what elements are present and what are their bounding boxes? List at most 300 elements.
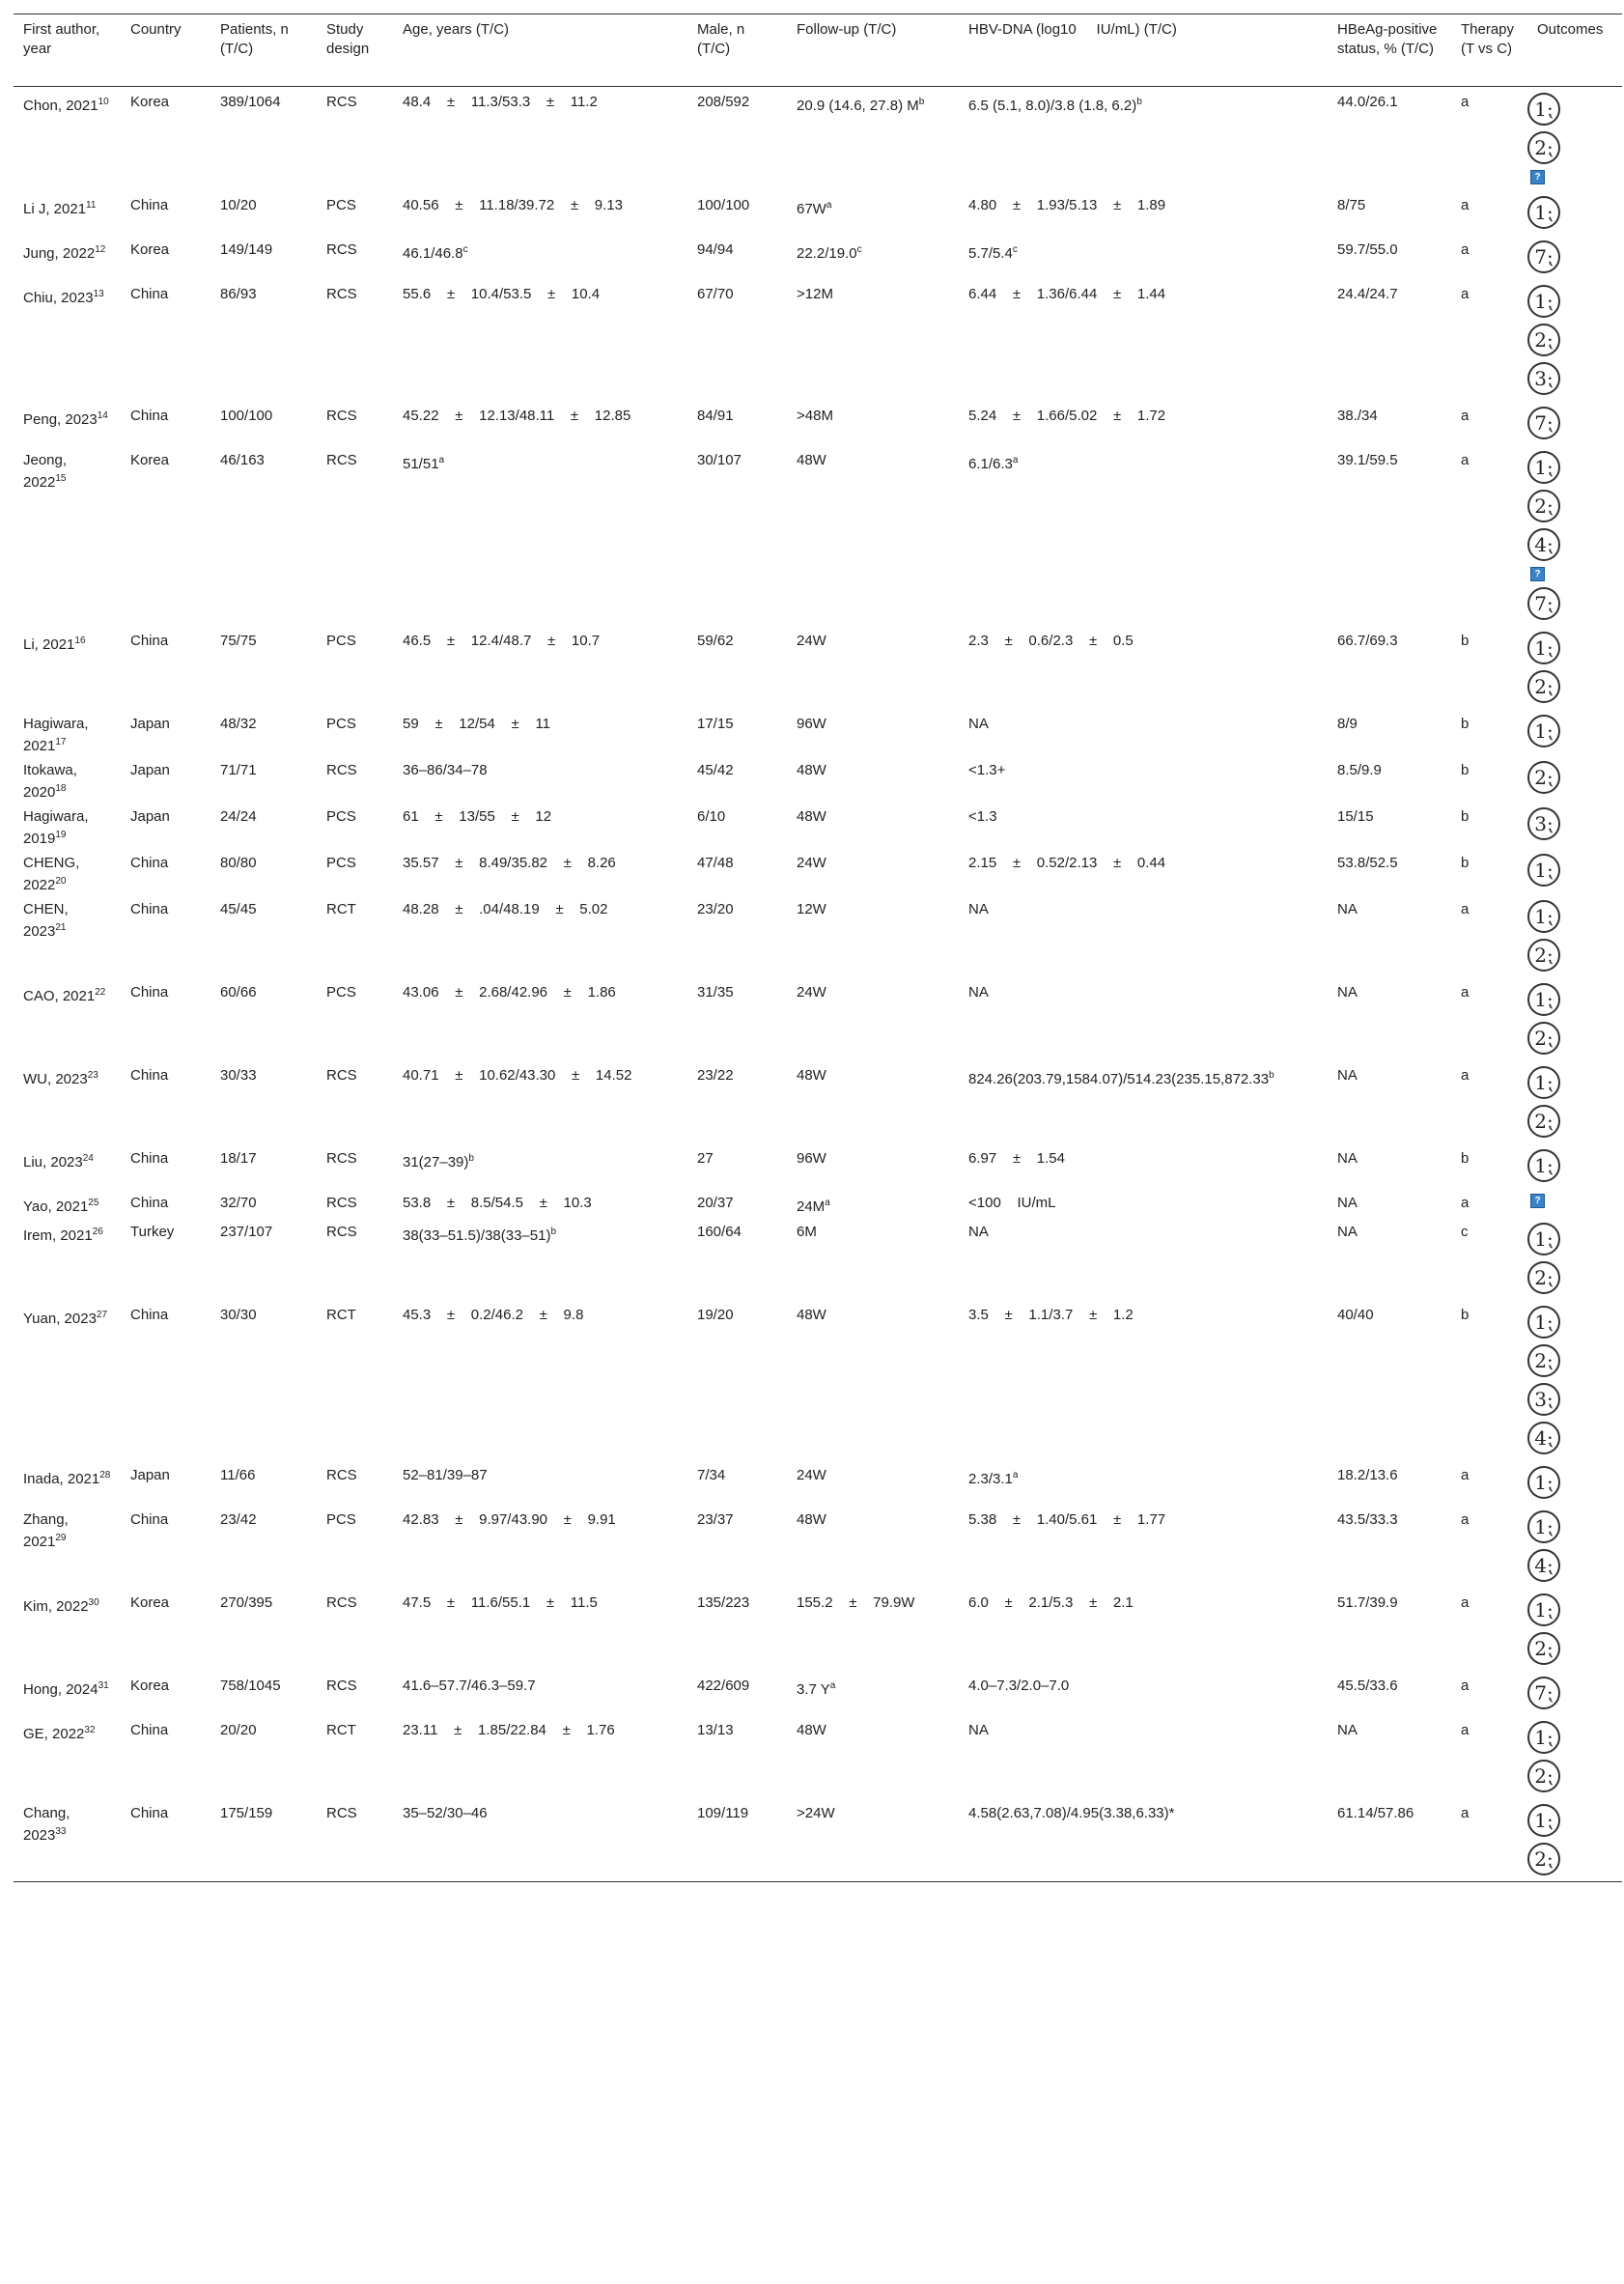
missing-image-icon: ? (1530, 1194, 1545, 1208)
cell-patients: 86/93 (220, 286, 257, 302)
cell-author (14, 87, 121, 191)
table-row (14, 1060, 1622, 1143)
cell-hbv-dna (959, 977, 1328, 1060)
cell-hbv-dna (959, 235, 1328, 279)
table-row (14, 87, 1622, 191)
outcome-1-icon: 1⁏ (1527, 1466, 1560, 1499)
followup-text: 24W (797, 633, 826, 649)
cell-country: China (130, 1067, 169, 1084)
cell-outcomes (1527, 1300, 1622, 1460)
cell-patients: 80/80 (220, 855, 257, 871)
cell-patients: 758/1045 (220, 1678, 281, 1694)
cell-hbeag: NA (1337, 1150, 1358, 1167)
footnote-marker: c (856, 244, 862, 255)
reference-number: 15 (55, 473, 67, 484)
cell-patients: 30/30 (220, 1307, 257, 1323)
cell-male: 20/37 (697, 1195, 734, 1211)
table-row (14, 1188, 1622, 1217)
col-header-male: Male, n (T/C) (687, 14, 787, 87)
age-text: 38(33–51.5)/38(33–51) (403, 1227, 551, 1244)
cell-followup (787, 279, 959, 401)
author-text: CHENG, 2022 (23, 855, 80, 893)
age-text: 36–86/34–78 (403, 762, 488, 778)
missing-image-icon: ? (1530, 170, 1545, 184)
hbv-dna-text: 2.3/3.1 (968, 1471, 1013, 1487)
table-row (14, 755, 1622, 802)
cell-age (393, 235, 687, 279)
reference-number: 18 (55, 783, 67, 794)
cell-patients: 149/149 (220, 241, 273, 258)
outcome-2-icon: 2⁏ (1527, 1105, 1560, 1138)
cell-hbv-dna (959, 709, 1328, 755)
cell-followup (787, 626, 959, 709)
outcome-1-icon: 1⁏ (1527, 1223, 1560, 1255)
author-text: Zhang, 2021 (23, 1511, 69, 1550)
footnote-marker: b (1269, 1070, 1274, 1081)
cell-country: China (130, 286, 169, 302)
cell-male: 13/13 (697, 1722, 734, 1738)
cell-followup (787, 1798, 959, 1882)
cell-country: Korea (130, 1678, 170, 1694)
table-row (14, 709, 1622, 755)
cell-outcomes (1527, 190, 1622, 235)
cell-author (14, 977, 121, 1060)
author-text: Chiu, 2023 (23, 290, 94, 306)
outcome-2-icon: 2⁏ (1527, 1760, 1560, 1792)
hbv-dna-text: 2.15 ± 0.52/2.13 ± 0.44 (968, 855, 1166, 871)
cell-author (14, 1188, 121, 1217)
cell-country: Korea (130, 452, 170, 468)
cell-country: China (130, 197, 169, 213)
cell-patients: 71/71 (220, 762, 257, 778)
followup-text: 22.2/19.0 (797, 245, 857, 262)
cell-design: RCS (326, 94, 357, 110)
followup-text: >12M (797, 286, 833, 302)
followup-text: 67W (797, 201, 826, 217)
author-text: Inada, 2021 (23, 1471, 100, 1487)
cell-design: RCS (326, 1594, 357, 1611)
cell-male: 67/70 (697, 286, 734, 302)
cell-hbv-dna (959, 1143, 1328, 1188)
outcome-7-icon: 7⁏ (1527, 1677, 1560, 1709)
cell-therapy: b (1461, 855, 1470, 871)
table-row (14, 1300, 1622, 1460)
cell-outcomes (1527, 445, 1622, 626)
cell-followup (787, 1143, 959, 1188)
cell-patients: 75/75 (220, 633, 257, 649)
reference-number: 31 (98, 1680, 109, 1691)
cell-author (14, 1143, 121, 1188)
cell-hbv-dna (959, 802, 1328, 848)
cell-country: China (130, 901, 169, 917)
followup-text: 96W (797, 1150, 826, 1167)
outcome-4-icon: 4⁏ (1527, 528, 1560, 561)
col-header-therapy: Therapy (T vs C) (1451, 14, 1527, 87)
cell-hbv-dna (959, 1505, 1328, 1588)
hbv-dna-text: 6.97 ± 1.54 (968, 1150, 1065, 1167)
cell-hbeag: 40/40 (1337, 1307, 1374, 1323)
author-text: Itokawa, 2020 (23, 762, 77, 801)
followup-text: 24W (797, 1467, 826, 1483)
hbv-dna-text: 6.5 (5.1, 8.0)/3.8 (1.8, 6.2) (968, 98, 1137, 114)
age-text: 40.71 ± 10.62/43.30 ± 14.52 (403, 1067, 632, 1084)
cell-hbv-dna (959, 1588, 1328, 1671)
age-text: 61 ± 13/55 ± 12 (403, 808, 552, 825)
cell-followup (787, 709, 959, 755)
outcome-2-icon: 2⁏ (1527, 324, 1560, 356)
cell-male: 19/20 (697, 1307, 734, 1323)
cell-hbv-dna (959, 190, 1328, 235)
outcome-1-icon: 1⁏ (1527, 1721, 1560, 1754)
col-header-country: Country (121, 14, 210, 87)
cell-author (14, 709, 121, 755)
followup-text: 155.2 ± 79.9W (797, 1594, 915, 1611)
cell-outcomes (1527, 401, 1622, 445)
cell-male: 422/609 (697, 1678, 750, 1694)
reference-number: 32 (84, 1725, 96, 1735)
cell-male: 23/20 (697, 901, 734, 917)
age-text: 43.06 ± 2.68/42.96 ± 1.86 (403, 984, 616, 1001)
cell-country: Japan (130, 808, 170, 825)
cell-patients: 20/20 (220, 1722, 257, 1738)
cell-author (14, 626, 121, 709)
missing-image-icon: ? (1530, 567, 1545, 581)
col-header-age: Age, years (T/C) (393, 14, 687, 87)
outcome-7-icon: 7⁏ (1527, 587, 1560, 620)
age-text: 35.57 ± 8.49/35.82 ± 8.26 (403, 855, 616, 871)
cell-therapy: a (1461, 197, 1470, 213)
cell-therapy: a (1461, 1067, 1470, 1084)
cell-country: China (130, 408, 169, 424)
footnote-marker: a (826, 200, 832, 211)
cell-patients: 18/17 (220, 1150, 257, 1167)
outcome-3-icon: 3⁏ (1527, 807, 1560, 840)
cell-male: 23/22 (697, 1067, 734, 1084)
outcome-1-icon: 1⁏ (1527, 451, 1560, 484)
cell-outcomes (1527, 279, 1622, 401)
cell-hbeag: 66.7/69.3 (1337, 633, 1398, 649)
outcome-1-icon: 1⁏ (1527, 93, 1560, 126)
cell-followup (787, 190, 959, 235)
cell-author (14, 1588, 121, 1671)
author-text: Hong, 2024 (23, 1681, 98, 1698)
cell-therapy: a (1461, 1594, 1470, 1611)
cell-design: RCS (326, 1467, 357, 1483)
cell-outcomes (1527, 1188, 1622, 1217)
outcome-1-icon: 1⁏ (1527, 715, 1560, 747)
outcome-1-icon: 1⁏ (1527, 983, 1560, 1016)
cell-age (393, 1300, 687, 1460)
cell-male: 23/37 (697, 1511, 734, 1528)
cell-outcomes (1527, 977, 1622, 1060)
followup-text: 48W (797, 452, 826, 468)
cell-design: PCS (326, 984, 356, 1001)
followup-text: >24W (797, 1805, 835, 1821)
author-text: Kim, 2022 (23, 1598, 89, 1615)
cell-male: 100/100 (697, 197, 750, 213)
cell-outcomes (1527, 1460, 1622, 1505)
cell-hbv-dna (959, 755, 1328, 802)
cell-outcomes (1527, 755, 1622, 802)
cell-followup (787, 1671, 959, 1715)
outcome-4-icon: 4⁏ (1527, 1549, 1560, 1582)
cell-author (14, 755, 121, 802)
footnote-marker: b (468, 1153, 474, 1164)
followup-text: 48W (797, 1307, 826, 1323)
outcome-2-icon: 2⁏ (1527, 761, 1560, 794)
author-text: Liu, 2023 (23, 1154, 83, 1170)
cell-hbeag: 61.14/57.86 (1328, 1798, 1451, 1882)
cell-male: 94/94 (697, 241, 734, 258)
footnote-marker: a (829, 1680, 836, 1691)
reference-number: 19 (55, 830, 67, 840)
table-row (14, 1505, 1622, 1588)
age-text: 31(27–39) (403, 1154, 469, 1170)
cell-hbv-dna (959, 1217, 1328, 1300)
cell-hbv-dna (959, 1715, 1328, 1798)
cell-country: China (130, 1722, 169, 1738)
cell-male: 7/34 (697, 1467, 726, 1483)
table-row (14, 445, 1622, 626)
cell-hbeag: 44.0/26.1 (1337, 94, 1398, 110)
cell-author (14, 802, 121, 848)
cell-followup (787, 87, 959, 191)
cell-followup (787, 755, 959, 802)
reference-number: 25 (88, 1198, 99, 1208)
cell-therapy: b (1461, 808, 1470, 825)
table-row (14, 894, 1622, 977)
followup-text: 48W (797, 1067, 826, 1084)
cell-therapy: a (1461, 1467, 1470, 1483)
reference-number: 21 (55, 922, 67, 933)
cell-country: Turkey (130, 1224, 175, 1240)
cell-hbeag: 51.7/39.9 (1337, 1594, 1398, 1611)
cell-design: RCS (326, 286, 357, 302)
hbv-dna-text: 5.24 ± 1.66/5.02 ± 1.72 (968, 408, 1166, 424)
cell-patients: 10/20 (220, 197, 257, 213)
table-body (14, 87, 1622, 1882)
reference-number: 23 (87, 1070, 98, 1081)
col-header-followup: Follow-up (T/C) (787, 14, 959, 87)
followup-text: 24W (797, 984, 826, 1001)
table-row (14, 1671, 1622, 1715)
cell-country: Japan (130, 716, 170, 732)
footnote-marker: a (438, 455, 445, 465)
cell-hbv-dna (959, 848, 1328, 894)
reference-number: 26 (92, 1227, 103, 1237)
cell-design: RCT (326, 1307, 356, 1323)
cell-author (14, 1460, 121, 1505)
cell-male: 30/107 (697, 452, 742, 468)
author-text: Hagiwara, 2021 (23, 716, 89, 754)
hbv-dna-text: 4.0–7.3/2.0–7.0 (968, 1678, 1070, 1694)
reference-number: 27 (96, 1310, 108, 1320)
author-text: Jeong, 2022 (23, 452, 68, 491)
cell-patients: 389/1064 (220, 94, 281, 110)
cell-followup (787, 848, 959, 894)
footnote-marker: b (918, 97, 925, 107)
outcome-2-icon: 2⁏ (1527, 1843, 1560, 1875)
cell-author (14, 1505, 121, 1588)
cell-outcomes (1527, 87, 1622, 191)
outcome-1-icon: 1⁏ (1527, 1510, 1560, 1543)
cell-patients: 11/66 (220, 1467, 256, 1483)
cell-hbeag: 59.7/55.0 (1337, 241, 1398, 258)
age-text: 40.56 ± 11.18/39.72 ± 9.13 (403, 197, 624, 213)
cell-patients: 24/24 (220, 808, 257, 825)
reference-number: 12 (95, 244, 106, 255)
followup-text: 6M (797, 1224, 817, 1240)
cell-country: Korea (130, 1594, 170, 1611)
cell-hbv-dna (959, 894, 1328, 977)
cell-age (393, 279, 687, 401)
cell-male: 109/119 (687, 1798, 787, 1882)
cell-patients: 48/32 (220, 716, 257, 732)
cell-author (14, 1715, 121, 1798)
cell-country: China (130, 1150, 169, 1167)
author-text: GE, 2022 (23, 1726, 85, 1742)
cell-outcomes (1527, 235, 1622, 279)
cell-patients: 237/107 (220, 1224, 273, 1240)
age-text: 46.5 ± 12.4/48.7 ± 10.7 (403, 633, 601, 649)
outcome-1-icon: 1⁏ (1527, 1593, 1560, 1626)
cell-design: RCS (326, 1224, 357, 1240)
author-text: Chon, 2021 (23, 98, 98, 114)
age-text: 48.4 ± 11.3/53.3 ± 11.2 (403, 94, 598, 110)
cell-hbv-dna (959, 401, 1328, 445)
cell-design: RCS (326, 241, 357, 258)
reference-number: 10 (98, 97, 109, 107)
age-text: 45.3 ± 0.2/46.2 ± 9.8 (403, 1307, 584, 1323)
cell-hbeag: NA (1337, 1195, 1358, 1211)
author-text: Li J, 2021 (23, 201, 87, 217)
cell-age (393, 1460, 687, 1505)
cell-author (14, 279, 121, 401)
cell-hbv-dna (959, 87, 1328, 191)
outcome-3-icon: 3⁏ (1527, 1383, 1560, 1416)
hbv-dna-text: 824.26(203.79,1584.07)/514.23(235.15,872.33 (968, 1071, 1270, 1087)
cell-followup (787, 1300, 959, 1460)
cell-followup (787, 1060, 959, 1143)
outcome-1-icon: 1⁏ (1527, 1066, 1560, 1099)
cell-followup (787, 1217, 959, 1300)
cell-therapy: b (1461, 762, 1470, 778)
cell-therapy: b (1461, 1150, 1470, 1167)
col-header-hbv-dna: HBV-DNA (log10 IU/mL) (T/C) (959, 14, 1328, 87)
outcome-1-icon: 1⁏ (1527, 900, 1560, 933)
hbv-dna-text: NA (968, 901, 989, 917)
outcome-1-icon: 1⁏ (1527, 196, 1560, 229)
table-row (14, 1460, 1622, 1505)
cell-hbeag: 8/9 (1337, 716, 1358, 732)
hbv-dna-text: NA (968, 1722, 989, 1738)
hbv-dna-text: NA (968, 984, 989, 1001)
hbv-dna-text: 3.5 ± 1.1/3.7 ± 1.2 (968, 1307, 1134, 1323)
cell-design: PCS (326, 716, 356, 732)
age-text: 51/51 (403, 456, 439, 472)
cell-outcomes (1527, 848, 1622, 894)
cell-country: China (121, 1798, 210, 1882)
cell-design: RCS (326, 408, 357, 424)
cell-therapy: b (1461, 716, 1470, 732)
cell-followup (787, 1505, 959, 1588)
cell-hbeag: 24.4/24.7 (1337, 286, 1398, 302)
cell-design: RCS (326, 1150, 357, 1167)
followup-text: 3.7 Y (797, 1681, 830, 1698)
cell-design: RCS (317, 1798, 393, 1882)
cell-author (14, 1671, 121, 1715)
cell-hbv-dna (959, 626, 1328, 709)
outcome-7-icon: 7⁏ (1527, 240, 1560, 273)
age-text: 45.22 ± 12.13/48.11 ± 12.85 (403, 408, 631, 424)
followup-text: 48W (797, 1511, 826, 1528)
followup-text: 48W (797, 808, 826, 825)
cell-design: PCS (326, 633, 356, 649)
author-text: Yuan, 2023 (23, 1311, 97, 1327)
table-row (14, 1143, 1622, 1188)
outcome-2-icon: 2⁏ (1527, 939, 1560, 972)
cell-male: 17/15 (697, 716, 734, 732)
cell-patients: 45/45 (220, 901, 257, 917)
cell-hbv-dna (959, 1060, 1328, 1143)
cell-age (393, 87, 687, 191)
cell-followup (787, 445, 959, 626)
cell-hbeag: NA (1337, 1067, 1358, 1084)
cell-followup (787, 1588, 959, 1671)
cell-male: 45/42 (697, 762, 734, 778)
col-header-hbeag: HBeAg-positive status, % (T/C) (1328, 14, 1451, 87)
cell-design: RCT (326, 901, 356, 917)
cell-age (393, 401, 687, 445)
cell-author (14, 1300, 121, 1460)
age-text: 59 ± 12/54 ± 11 (403, 716, 550, 732)
cell-age (393, 626, 687, 709)
cell-male: 59/62 (697, 633, 734, 649)
cell-outcomes (1527, 1715, 1622, 1798)
cell-therapy: a (1461, 286, 1470, 302)
cell-design: PCS (326, 855, 356, 871)
cell-therapy: a (1461, 1678, 1470, 1694)
cell-hbeag: NA (1337, 1224, 1358, 1240)
cell-author (14, 401, 121, 445)
reference-number: 11 (86, 200, 97, 211)
cell-hbeag: 15/15 (1337, 808, 1374, 825)
followup-text: 24W (797, 855, 826, 871)
cell-age (393, 1060, 687, 1143)
hbv-dna-text: NA (968, 1224, 989, 1240)
table-row (14, 401, 1622, 445)
age-text: 23.11 ± 1.85/22.84 ± 1.76 (403, 1722, 615, 1738)
cell-author (14, 235, 121, 279)
outcome-1-icon: 1⁏ (1527, 1804, 1560, 1837)
cell-hbv-dna (959, 445, 1328, 626)
cell-author (14, 894, 121, 977)
cell-design: RCS (326, 1195, 357, 1211)
age-text: 55.6 ± 10.4/53.5 ± 10.4 (403, 286, 601, 302)
cell-design: RCS (326, 1678, 357, 1694)
followup-text: 24M (797, 1198, 826, 1215)
cell-therapy: a (1461, 241, 1470, 258)
outcome-3-icon: 3⁏ (1527, 362, 1560, 395)
col-header-outcomes: Outcomes (1527, 14, 1622, 87)
author-text: Hagiwara, 2019 (23, 808, 89, 847)
footnote-marker: c (1012, 244, 1018, 255)
cell-therapy: a (1461, 1511, 1470, 1528)
table-row (14, 1588, 1622, 1671)
cell-followup (787, 235, 959, 279)
age-text: 42.83 ± 9.97/43.90 ± 9.91 (403, 1511, 616, 1528)
hbv-dna-text: 6.1/6.3 (968, 456, 1013, 472)
